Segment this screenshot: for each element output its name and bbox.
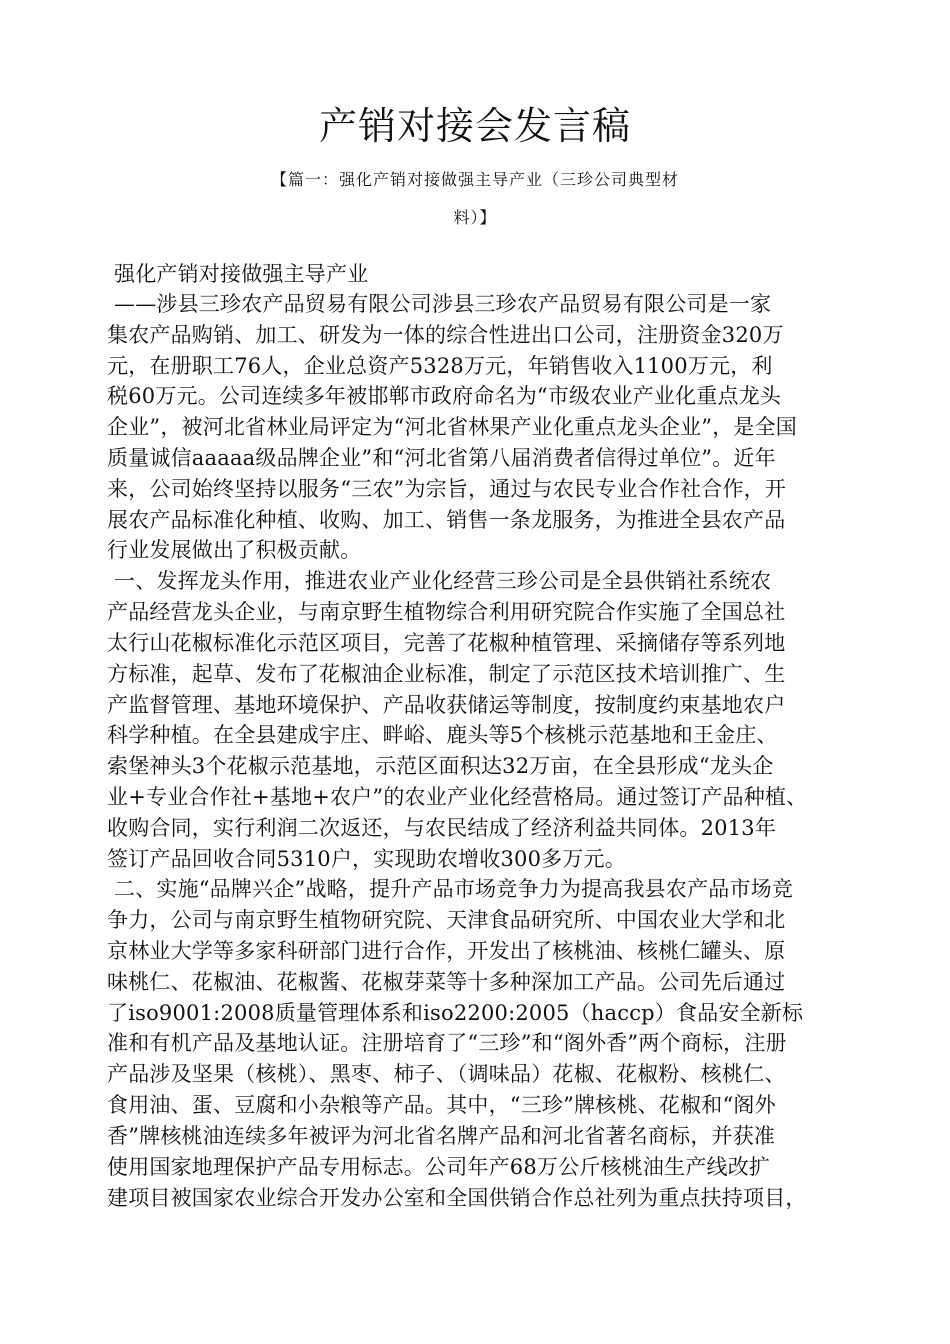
document-subtitle-line-1: 【篇一：强化产销对接做强主导产业（三珍公司典型材 bbox=[270, 170, 679, 189]
paragraph-line: 集农产品购销、加工、研发为一体的综合性进出口公司，注册资金320万 bbox=[107, 323, 784, 347]
paragraph-line: 使用国家地理保护产品专用标志。公司年产68万公斤核桃油生产线改扩 bbox=[107, 1155, 771, 1179]
paragraph-line: 收购合同，实行利润二次返还，与农民结成了经济利益共同体。2013年 bbox=[107, 816, 777, 840]
paragraph-line: 味桃仁、花椒油、花椒酱、花椒芽菜等十多种深加工产品。公司先后通过 bbox=[107, 970, 786, 994]
paragraph-line: 企业”，被河北省林业局评定为“河北省林果产业化重点龙头企业”，是全国 bbox=[107, 415, 798, 439]
document-title: 产销对接会发言稿 bbox=[318, 104, 631, 148]
paragraph-line: 方标准，起草、发布了花椒油企业标准，制定了示范区技术培训推广、生 bbox=[107, 662, 786, 686]
paragraph-line: 争力，公司与南京野生植物研究院、天津食品研究所、中国农业大学和北 bbox=[107, 908, 786, 932]
paragraph-line: 索堡神头3个花椒示范基地，示范区面积达32万亩，在全县形成“龙头企 bbox=[107, 754, 774, 778]
paragraph-line: 食用油、蛋、豆腐和小杂粮等产品。其中，“三珍”牌核桃、花椒和“阁外 bbox=[107, 1093, 776, 1117]
paragraph-line: 建项目被国家农业综合开发办公室和全国供销合作总社列为重点扶持项目， bbox=[107, 1186, 807, 1210]
paragraph-line: 了iso9001:2008质量管理体系和iso2200:2005（haccp）食品安全新标 bbox=[107, 1001, 804, 1025]
paragraph-line: 质量诚信aaaaa级品牌企业”和“河北省第八届消费者信得过单位”。近年 bbox=[107, 446, 776, 470]
paragraph-line: 签订产品回收合同5310户，实现助农增收300多万元。 bbox=[107, 847, 626, 871]
paragraph-line: 准和有机产品及基地认证。注册培育了“三珍”和“阁外香”两个商标，注册 bbox=[107, 1031, 787, 1055]
paragraph-line: 香”牌核桃油连续多年被评为河北省名牌产品和河北省著名商标，并获准 bbox=[107, 1124, 776, 1148]
paragraph-line: 来，公司始终坚持以服务“三农”为宗旨，通过与农民专业合作社合作，开 bbox=[107, 477, 787, 501]
paragraph-line: 太行山花椒标准化示范区项目，完善了花椒种植管理、采摘储存等系列地 bbox=[107, 631, 786, 655]
paragraph-line: 一、发挥龙头作用，推进农业产业化经营三珍公司是全县供销社系统农 bbox=[114, 569, 772, 593]
paragraph-line: 产监督管理、基地环境保护、产品收获储运等制度，按制度约束基地农户 bbox=[107, 693, 786, 717]
paragraph-line: 业+专业合作社+基地+农户”的农业产业化经营格局。通过签订产品种植、 bbox=[107, 785, 808, 809]
paragraph-line: 京林业大学等多家科研部门进行合作，开发出了核桃油、核桃仁罐头、原 bbox=[107, 939, 786, 963]
paragraph-line: 展农产品标准化种植、收购、加工、销售一条龙服务，为推进全县农产品 bbox=[107, 508, 786, 532]
document-subtitle-line-2: 料）】 bbox=[453, 208, 497, 227]
paragraph-line: 税60万元。公司连续多年被邯郸市政府命名为“市级农业产业化重点龙头 bbox=[107, 384, 782, 408]
paragraph-line: 科学种植。在全县建成宇庄、畔峪、鹿头等5个核桃示范基地和王金庄、 bbox=[107, 723, 778, 747]
paragraph-line: ——涉县三珍农产品贸易有限公司涉县三珍农产品贸易有限公司是一家 bbox=[114, 292, 772, 316]
paragraph-line: 产品涉及坚果（核桃）、黑枣、柿子、（调味品）花椒、花椒粉、核桃仁、 bbox=[107, 1062, 786, 1086]
paragraph-line: 强化产销对接做强主导产业 bbox=[114, 262, 369, 286]
paragraph-line: 二、实施“品牌兴企”战略，提升产品市场竞争力为提高我县农产品市场竞 bbox=[114, 877, 794, 901]
paragraph-line: 行业发展做出了积极贡献。 bbox=[107, 538, 362, 562]
paragraph-line: 元，在册职工76人，企业总资产5328万元，年销售收入1100万元，利 bbox=[107, 354, 773, 378]
paragraph-line: 产品经营龙头企业，与南京野生植物综合利用研究院合作实施了全国总社 bbox=[107, 600, 786, 624]
